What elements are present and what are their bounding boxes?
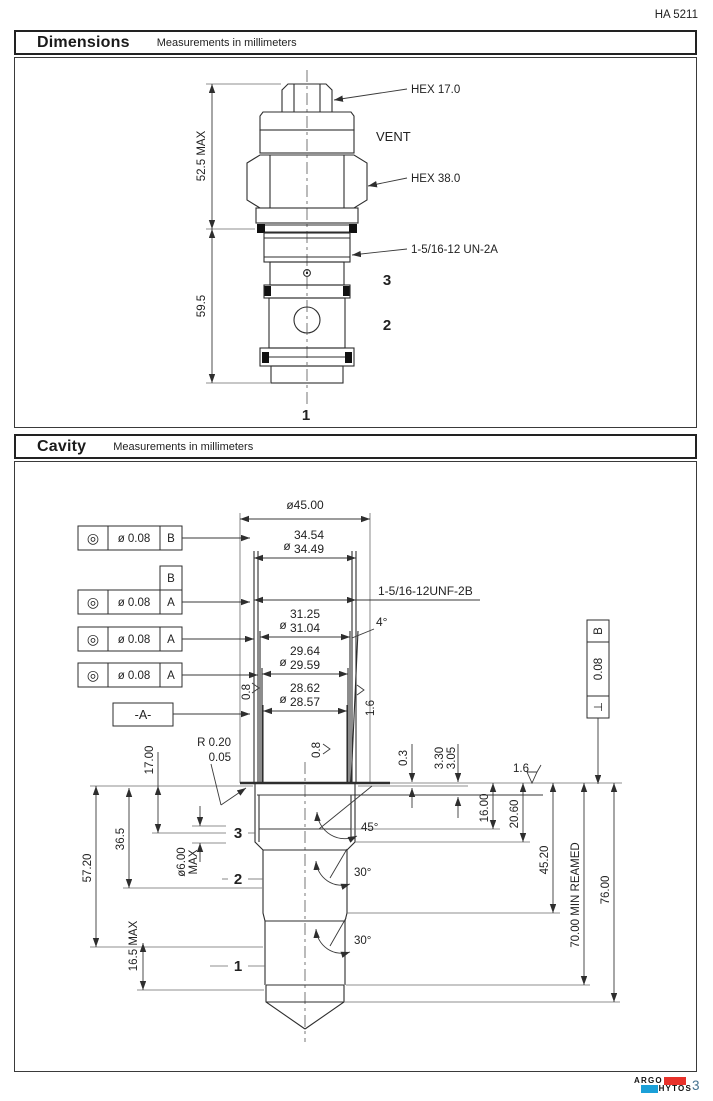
dim-57-20: 57.20: [82, 853, 94, 883]
page-number: 3: [692, 1078, 700, 1093]
angle-30-upper-label: 30°: [354, 867, 372, 879]
cavity-port-labels: [234, 825, 242, 975]
dim-45-20: 45.20: [539, 845, 551, 875]
port-3-label: 3: [382, 272, 392, 289]
radius-tolerance: 0.05: [208, 752, 231, 764]
dim-70-00-min-reamed: 70.00 MIN REAMED: [570, 842, 582, 948]
dim-height-upper: 52.5 MAX: [196, 130, 208, 182]
dim-6-00-max-suffix: MAX: [188, 849, 200, 875]
fcf4-datum: A: [167, 670, 175, 682]
dia-2862-lower: 28.57: [289, 695, 321, 709]
fcf3-tolerance: ø 0.08: [117, 634, 151, 646]
dim-0-3: 0.3: [398, 750, 410, 766]
dim-16-00: 16.00: [479, 793, 491, 823]
cavity-port-1: 1: [233, 958, 243, 975]
logo-argo-text: ARGO: [634, 1076, 663, 1085]
perpendicularity-icon: ⊥: [593, 701, 605, 713]
fcf2-tolerance: ø 0.08: [117, 597, 151, 609]
concentricity-icon: ◎: [86, 667, 100, 683]
dia-45-label: ø45.00: [286, 498, 324, 512]
dim-height-lower: 59.5: [196, 294, 208, 318]
dia-3454-upper: 34.54: [293, 528, 325, 542]
fcf1-datum: B: [167, 533, 175, 545]
dim-3-30: 3.30: [434, 746, 446, 770]
finish-0-8-left: 0.8: [241, 684, 253, 700]
cavity-title: Cavity: [37, 437, 87, 455]
dia-3125-lower: 31.04: [289, 621, 321, 635]
fcf2-datum2: B: [167, 573, 175, 585]
concentricity-icon: ◎: [86, 631, 100, 647]
finish-1-6-taper: 1.6: [365, 700, 377, 716]
port-1-label: 1: [301, 407, 311, 424]
label-hex-main: HEX 38.0: [411, 173, 461, 185]
dia-2964-upper: 29.64: [289, 644, 321, 658]
cavity-port-3: 3: [233, 825, 243, 842]
dia-symbol-3: ø: [279, 655, 287, 669]
argo-hytos-logo: [634, 1077, 692, 1093]
concentricity-icon: ◎: [86, 594, 100, 610]
perp-datum: B: [593, 627, 605, 635]
left-depth-dimensions: [82, 746, 265, 990]
dia-symbol-1: ø: [283, 539, 291, 553]
feature-control-frames: [78, 526, 258, 726]
diameter-dimensions: [240, 498, 480, 711]
taper-angle-label: 4°: [376, 615, 388, 629]
document-code: HA 5211: [654, 9, 698, 21]
finish-0-8-inner: 0.8: [311, 742, 323, 758]
dimensions-subtitle: Measurements in millimeters: [156, 36, 297, 49]
dia-symbol-2: ø: [279, 618, 287, 632]
radius-value: R 0.20: [197, 737, 231, 749]
cavity-subtitle: Measurements in millimeters: [113, 440, 254, 453]
radius-callout: [197, 737, 246, 805]
label-thread: 1-5/16-12 UN-2A: [411, 244, 498, 256]
cavity-port-2: 2: [233, 871, 243, 888]
dia-2964-lower: 29.59: [289, 658, 321, 672]
dim-16-5-max: 16.5 MAX: [128, 920, 140, 972]
dimensions-header: [14, 30, 697, 55]
port-2-label: 2: [382, 317, 392, 334]
logo-hytos-text: HYTOS: [658, 1084, 692, 1093]
dim-76-00: 76.00: [600, 875, 612, 905]
dim-20-60: 20.60: [509, 799, 521, 829]
dia-symbol-4: ø: [279, 692, 287, 706]
finish-1-6-top-face: 1.6: [513, 763, 529, 775]
datum-a-label: -A-: [134, 708, 152, 722]
callout-labels: [302, 84, 498, 424]
dia-2862-upper: 28.62: [289, 681, 321, 695]
perpendicularity-frame: [587, 620, 609, 784]
small-step-dimensions: [398, 744, 458, 818]
dim-3-05: 3.05: [446, 746, 458, 770]
angle-45-label: 45°: [361, 822, 379, 834]
fcf2-datum: A: [167, 597, 175, 609]
cavity-header: [14, 434, 697, 459]
dia-3125-upper: 31.25: [289, 607, 321, 621]
cavity-drawing: [16, 463, 695, 1070]
label-vent: VENT: [376, 129, 411, 144]
angle-30-lower-label: 30°: [354, 935, 372, 947]
right-depth-dimensions: [344, 783, 620, 1002]
dimensions-title: Dimensions: [37, 33, 130, 51]
fcf3-datum: A: [167, 634, 175, 646]
label-hex-top: HEX 17.0: [411, 84, 461, 96]
logo-blue-block-icon: [641, 1085, 658, 1093]
perp-tolerance: 0.08: [593, 657, 605, 681]
dim-36-5: 36.5: [115, 827, 127, 851]
dim-6-00-max-value: ø6.00: [176, 847, 188, 877]
dim-17-00: 17.00: [144, 745, 156, 775]
concentricity-icon: ◎: [86, 530, 100, 546]
cavity-profile: [240, 783, 622, 1029]
dimensions-drawing: [15, 58, 698, 426]
dia-3454-lower: 34.49: [293, 542, 325, 556]
fcf4-tolerance: ø 0.08: [117, 670, 151, 682]
valve-outline: [247, 84, 367, 383]
fcf1-tolerance: ø 0.08: [117, 533, 151, 545]
cavity-thread-label: 1-5/16-12UNF-2B: [378, 584, 473, 598]
